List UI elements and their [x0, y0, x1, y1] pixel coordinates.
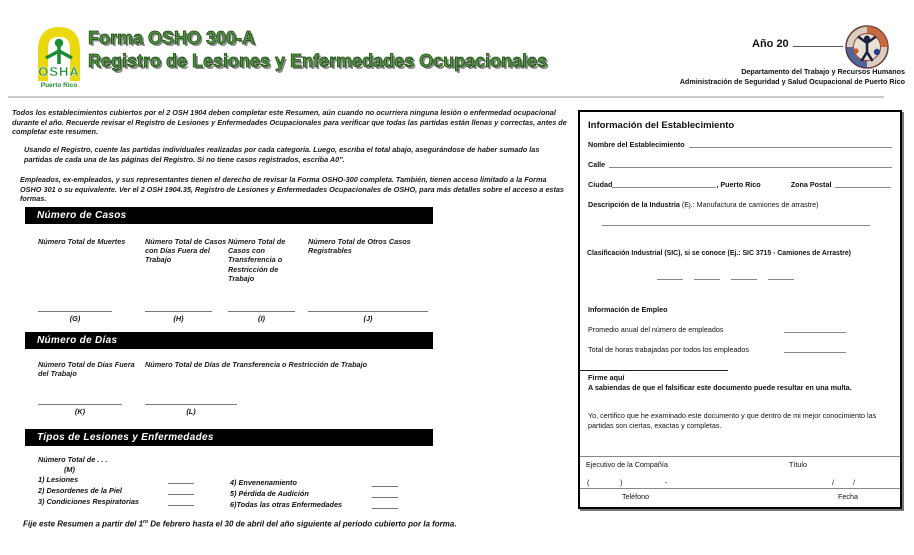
logo-osha-text: OSHA	[38, 64, 80, 79]
letter-i: (I)	[258, 314, 265, 323]
department-line2: Administración de Seguridad y Salud Ocupacional de Puerto Rico	[679, 76, 905, 86]
posting-instruction: Fije este Resumen a partir del $1^{ro}$ De febrero hasta el 30 de abril del año siguiente al periodo cubierto por la forma.	[23, 519, 457, 529]
letter-j: (J)	[363, 314, 373, 323]
city-label: Ciudad	[588, 180, 613, 189]
sic-digit-3[interactable]	[731, 279, 757, 280]
section-header-tipos-lesiones: Tipos de Lesiones y Enfermedades	[25, 429, 433, 446]
osha-puerto-rico-logo-icon	[30, 24, 88, 90]
col-label-dias-fuera: Número Total de Casos con Días Fuera del Trabajo	[145, 237, 227, 265]
department-line1: Departamento del Trabajo y Recursos Humanos	[741, 67, 905, 76]
type-item-lesiones: 1) Lesiones	[38, 475, 79, 484]
letter-l: (L)	[186, 407, 196, 416]
section-header-numero-de-dias: Número de Días	[25, 332, 433, 349]
type-item-envenenamiento: 4) Envenenamiento	[230, 478, 297, 487]
date-slash-1: /	[832, 478, 834, 487]
col-label-muertes: Número Total de Muertes	[38, 237, 126, 246]
establishment-name-field[interactable]	[689, 147, 892, 148]
establishment-name-label: Nombre del Establecimiento	[588, 140, 685, 149]
type-item-condiciones-respiratorias: 3) Condiciones Respiratorias	[38, 497, 139, 506]
col-label-dias-transferencia: Número Total de Días de Transferencia o Restricción de Trabajo	[145, 360, 368, 369]
section-header-numero-de-casos: Número de Casos	[25, 207, 433, 224]
street-row	[588, 160, 892, 169]
sic-digit-1[interactable]	[657, 279, 683, 280]
form-title-line2: Registro de Lesiones y Enfermedades Ocupacionales	[88, 51, 548, 71]
zip-label: Zona Postal	[790, 180, 832, 189]
sic-digit-4[interactable]	[768, 279, 794, 280]
industry-row	[588, 200, 892, 209]
puerto-rico-suffix: , Puerto Rico	[716, 180, 761, 189]
executive-line[interactable]	[580, 456, 900, 457]
field-line-k[interactable]	[38, 404, 122, 405]
col-label-transferencia: Número Total de Casos con Transferencia o Restricción de Trabajo	[228, 237, 286, 283]
sic-label: Clasificación Industrial (SIC), si se conoce (Ej.: SIC 3715 - Camiones de Arrastre)	[587, 250, 851, 257]
phone-label: Teléfono	[622, 492, 650, 501]
sic-digit-2[interactable]	[694, 279, 720, 280]
header-separator	[8, 96, 884, 98]
blank-condiciones-respiratorias[interactable]	[168, 505, 194, 506]
letter-h: (H)	[173, 314, 184, 323]
year-blank-line[interactable]	[793, 37, 843, 47]
street-field[interactable]	[609, 167, 892, 168]
sign-here-label: Firme aquí	[588, 373, 625, 382]
hours-worked-label: Total de horas trabajadas por todos los empleados	[588, 345, 750, 354]
intro-paragraph-1: Todos los establecimientos cubiertos por el 2 OSH 1904 deben completar este Resumen, aún cuando no ocurriera ninguna lesión o enfermedad ocupacional durante el año. Recuerde revisar el Registro de Lesiones y Enfermedades Ocupacionales para verificar que todas las partidas están llenas y correctas, antes de completar este resumen.	[12, 108, 567, 137]
field-line-j[interactable]	[308, 311, 428, 312]
ordinal-sup: ro	[143, 519, 149, 525]
year-field	[752, 37, 843, 50]
phone-paren-close: )	[620, 478, 623, 487]
blank-perdida-audicion[interactable]	[372, 497, 398, 498]
field-line-i[interactable]	[228, 311, 295, 312]
city-field[interactable]	[612, 187, 716, 188]
date-label: Fecha	[838, 492, 858, 501]
avg-employees-field[interactable]	[784, 332, 846, 333]
type-item-otras-enfermedades: 6)Todas las otras Enfermedades	[230, 500, 343, 509]
avg-employees-label: Promedio anual del número de empleados	[588, 325, 724, 334]
intro-paragraph-2: Usando el Registro, cuente las partidas individuales realizadas por cada categoría. Luego, escriba el total abajo, asegurándose de haber sumado las partidas de cada una de las páginas del Registro. Si no tiene casos registrados, escriba A0".	[24, 145, 540, 164]
letter-k: (K)	[74, 407, 86, 416]
blank-otras-enfermedades[interactable]	[372, 508, 398, 509]
certify-statement: Yo, certifico que he examinado este documento y que dentro de mi mejor conocimiento las partidas son ciertas, exactas y completas.	[588, 411, 877, 430]
type-item-perdida-audicion: 5) Pérdida de Audición	[230, 489, 309, 498]
executive-label: Ejecutivo de la Compañía	[586, 460, 668, 469]
col-label-otros-casos: Número Total de Otros Casos Registrables	[308, 237, 411, 256]
field-line-h[interactable]	[145, 311, 212, 312]
phone-date-line[interactable]	[580, 488, 900, 489]
zip-field[interactable]	[835, 187, 891, 188]
field-line-g[interactable]	[38, 311, 112, 312]
letter-m: (M)	[64, 465, 75, 474]
intro-paragraph-3: Empleados, ex-empleados, y sus representantes tienen el derecho de revisar la Forma OSHO-300 completa. También, tienen acceso limitado a la Forma OSHO 301 o su equivalente. Ver el 2 OSH 1904.35, Registro de Lesiones y Enfermedades Ocupacionales de OSHO, para más detalles sobre el acceso a estas formas.	[20, 175, 564, 204]
industry-label: Descripción de la Industria	[588, 200, 680, 209]
falsify-warning: A sabiendas de que el falsificar este documento puede resultar en una multa.	[588, 383, 852, 392]
field-line-l[interactable]	[145, 404, 237, 405]
logo-puerto-rico-text: Puerto Rico	[40, 82, 78, 89]
panel-title: Información del Establecimiento	[588, 120, 735, 131]
phone-dash: -	[665, 478, 668, 487]
signature-line[interactable]	[580, 370, 728, 371]
letter-g: (G)	[69, 314, 81, 323]
department-name-block	[680, 67, 905, 86]
city-row	[588, 180, 892, 189]
hours-worked-field[interactable]	[784, 352, 846, 353]
employment-title: Información de Empleo	[588, 305, 668, 314]
type-item-desordenes-piel: 2) Desordenes de la Piel	[38, 486, 122, 495]
industry-hint: (Ej.: Manufactura de camiones de arrastre)	[681, 200, 819, 209]
blank-lesiones[interactable]	[168, 483, 194, 484]
industry-field[interactable]	[602, 225, 870, 226]
blank-desordenes-piel[interactable]	[168, 494, 194, 495]
street-label: Calle	[588, 160, 606, 169]
form-title-line1: Forma OSHO 300-A	[88, 28, 256, 48]
establishment-info-panel	[578, 110, 902, 509]
types-subtitle: Número Total de . . .	[38, 455, 108, 464]
phone-paren-open: (	[587, 478, 590, 487]
col-label-dias-fuera-trabajo: Número Total de Días Fuera del Trabajo	[38, 360, 135, 379]
department-seal-icon	[845, 25, 889, 69]
form-title-block	[88, 27, 547, 73]
establishment-name-row	[588, 140, 892, 149]
title-label: Título	[789, 460, 807, 469]
year-label: Año 20	[752, 38, 789, 50]
blank-envenenamiento[interactable]	[372, 486, 398, 487]
date-slash-2: /	[853, 478, 855, 487]
